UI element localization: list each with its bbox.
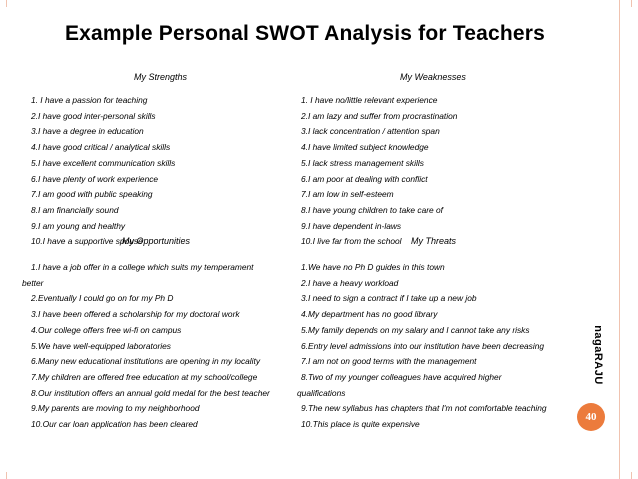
list-item: 9.My parents are moving to my neighborhood xyxy=(31,403,200,414)
opportunities-heading: My Opportunities xyxy=(122,236,191,246)
list-item: 8.Our institution offers an annual gold medal for the best teacher xyxy=(31,387,270,398)
list-item: 3.I need to sign a contract if I take up a new job xyxy=(301,293,477,304)
list-item: 1. I have a passion for teaching xyxy=(31,95,148,105)
list-item: 1. I have no/little relevant experience xyxy=(301,95,438,105)
list-item: 9.The new syllabus has chapters that I'm not comfortable teaching xyxy=(301,403,547,414)
list-item: 1.I have a job offer in a college which suits my temperament xyxy=(31,262,254,272)
weaknesses-list xyxy=(301,93,457,250)
list-item: 1.We have no Ph D guides in this town xyxy=(301,262,445,272)
list-item: 3.I have been offered a scholarship for my doctoral work xyxy=(31,309,240,320)
opportunities-list xyxy=(22,260,270,433)
list-item: 10.I live far from the school xyxy=(301,236,402,247)
list-item: 7.I am good with public speaking xyxy=(31,189,153,200)
list-item: 6.I am poor at dealing with conflict xyxy=(301,173,428,184)
list-item: qualifications xyxy=(297,387,346,398)
list-item: 10.This place is quite expensive xyxy=(301,419,420,430)
list-item: 8.I have young children to take care of xyxy=(301,204,443,215)
list-item: 5.We have well-equipped laboratories xyxy=(31,340,171,351)
author-label xyxy=(583,305,613,405)
list-item: 2.Eventually I could go on for my Ph D xyxy=(31,293,174,304)
frame-bottom xyxy=(6,472,632,479)
list-item: 8.I am financially sound xyxy=(31,204,119,215)
list-item: 7.I am low in self-esteem xyxy=(301,189,394,200)
list-item: 5.I have excellent communication skills xyxy=(31,157,176,168)
author-text: nagaRAJU xyxy=(592,325,604,385)
list-item: 10.I have a supportive spouse xyxy=(31,236,143,247)
weaknesses-heading: My Weaknesses xyxy=(400,72,466,82)
list-item: 2.I have a heavy workload xyxy=(301,277,399,288)
list-item: better xyxy=(22,277,44,288)
list-item: 3.I have a degree in education xyxy=(31,126,144,137)
list-item: 7.My children are offered free education at my school/college xyxy=(31,371,258,382)
list-item: 5.I lack stress management skills xyxy=(301,157,424,168)
list-item: 4.My department has no good library xyxy=(301,309,438,320)
list-item: 2.I am lazy and suffer from procrastination xyxy=(301,110,458,121)
threats-list xyxy=(297,260,547,433)
frame-right-line xyxy=(619,0,620,479)
list-item: 4.Our college offers free wi-fi on campus xyxy=(31,324,182,335)
page-number-badge: 40 xyxy=(577,403,605,431)
list-item: 8.Two of my younger colleagues have acquired higher xyxy=(301,371,502,382)
strengths-list xyxy=(31,93,175,250)
list-item: 2.I have good inter-personal skills xyxy=(31,110,156,121)
list-item: 6.Entry level admissions into our institution have been decreasing xyxy=(301,340,545,351)
list-item: 6.Many new educational institutions are opening in my locality xyxy=(31,356,261,367)
list-item: 3.I lack concentration / attention span xyxy=(301,126,440,137)
list-item: 10.Our car loan application has been cleared xyxy=(31,419,198,430)
strengths-heading: My Strengths xyxy=(134,72,188,82)
list-item: 4.I have limited subject knowledge xyxy=(301,142,429,153)
list-item: 6.I have plenty of work experience xyxy=(31,173,159,184)
list-item: 9.I am young and healthy xyxy=(31,220,126,231)
list-item: 9.I have dependent in-laws xyxy=(301,220,402,231)
slide-title: Example Personal SWOT Analysis for Teachers xyxy=(64,22,546,45)
list-item: 4.I have good critical / analytical skills xyxy=(31,142,171,153)
list-item: 5.My family depends on my salary and I cannot take any risks xyxy=(301,324,530,335)
threats-heading: My Threats xyxy=(411,236,457,246)
list-item: 7.I am not on good terms with the management xyxy=(301,356,477,367)
frame-top xyxy=(6,0,632,7)
